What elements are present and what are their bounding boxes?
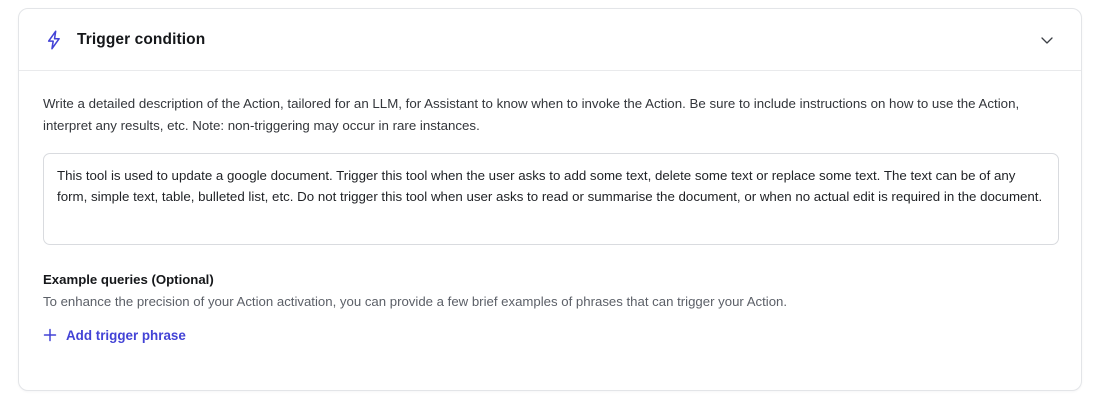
trigger-description-input[interactable] <box>43 153 1059 245</box>
add-trigger-phrase-button[interactable] <box>43 328 186 343</box>
trigger-condition-panel <box>18 8 1082 391</box>
add-trigger-phrase-label: Add trigger phrase <box>66 327 186 343</box>
chevron-down-icon[interactable] <box>1037 30 1057 50</box>
panel-body <box>19 71 1081 347</box>
example-queries-description: To enhance the precision of your Action activation, you can provide a few brief examples of phrases that can trigger your Action. <box>43 293 788 309</box>
plus-icon <box>43 328 57 342</box>
action-description-text: Write a detailed description of the Action, tailored for an LLM, for Assistant to know when to invoke the Action. Be sure to include instructions on how to use the Action, interpret any results, etc. Note: non-triggering may occur in rare instances. <box>43 96 1020 133</box>
page-title: Trigger condition <box>77 30 206 48</box>
panel-header <box>19 9 1081 71</box>
example-queries-label: Example queries (Optional) <box>43 271 214 287</box>
bolt-icon <box>43 29 65 51</box>
